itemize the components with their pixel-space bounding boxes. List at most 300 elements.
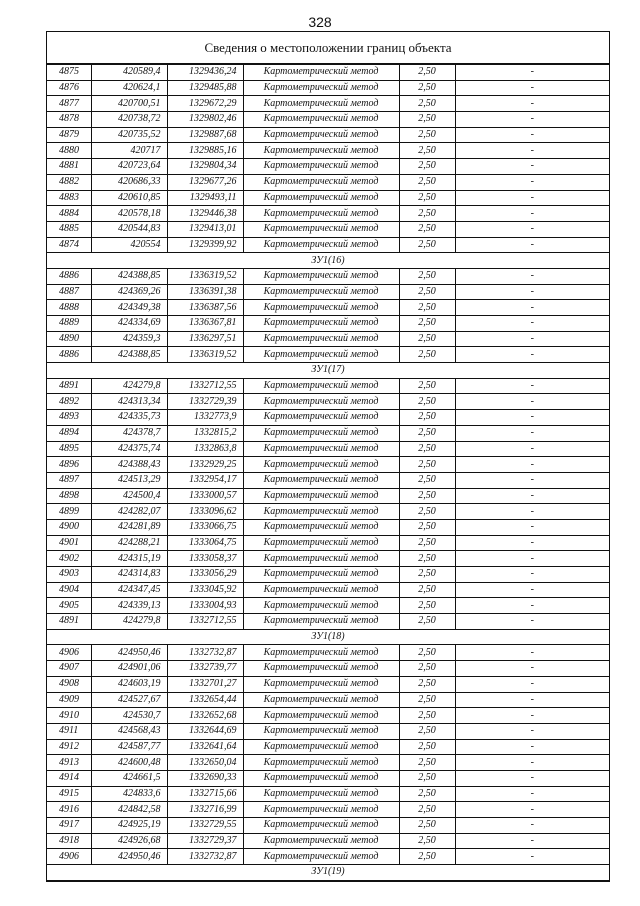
point-number-cell: 4884 (47, 206, 91, 222)
y-coordinate-cell: 1332712,55 (167, 614, 243, 630)
x-coordinate-cell: 424359,3 (91, 331, 167, 347)
y-coordinate-cell: 1329485,88 (167, 80, 243, 96)
y-coordinate-cell: 1329446,38 (167, 206, 243, 222)
note-cell: - (455, 159, 609, 175)
method-cell: Картометрический метод (243, 300, 399, 316)
table-row (47, 582, 609, 598)
note-cell: - (455, 535, 609, 551)
method-cell: Картометрический метод (243, 221, 399, 237)
note-cell: - (455, 598, 609, 614)
x-coordinate-cell: 424587,77 (91, 739, 167, 755)
table-row (47, 159, 609, 175)
note-cell: - (455, 504, 609, 520)
accuracy-cell: 2,50 (399, 708, 455, 724)
note-cell: - (455, 567, 609, 583)
y-coordinate-cell: 1333058,37 (167, 551, 243, 567)
table-row (47, 723, 609, 739)
point-number-cell: 4915 (47, 786, 91, 802)
point-number-cell: 4894 (47, 425, 91, 441)
method-cell: Картометрический метод (243, 347, 399, 363)
accuracy-cell: 2,50 (399, 567, 455, 583)
accuracy-cell: 2,50 (399, 739, 455, 755)
zone-label: ЗУ1(18) (47, 629, 609, 645)
x-coordinate-cell: 424603,19 (91, 676, 167, 692)
y-coordinate-cell: 1332712,55 (167, 378, 243, 394)
y-coordinate-cell: 1329887,68 (167, 127, 243, 143)
table-row (47, 174, 609, 190)
point-number-cell: 4912 (47, 739, 91, 755)
zone-header-row (47, 629, 609, 645)
table-row (47, 96, 609, 112)
table-row (47, 488, 609, 504)
accuracy-cell: 2,50 (399, 143, 455, 159)
method-cell: Картометрический метод (243, 378, 399, 394)
accuracy-cell: 2,50 (399, 692, 455, 708)
note-cell: - (455, 849, 609, 865)
point-number-cell: 4916 (47, 802, 91, 818)
method-cell: Картометрический метод (243, 159, 399, 175)
x-coordinate-cell: 420589,4 (91, 65, 167, 81)
method-cell: Картометрический метод (243, 472, 399, 488)
point-number-cell: 4903 (47, 567, 91, 583)
note-cell: - (455, 80, 609, 96)
x-coordinate-cell: 420624,1 (91, 80, 167, 96)
method-cell: Картометрический метод (243, 723, 399, 739)
method-cell: Картометрический метод (243, 582, 399, 598)
accuracy-cell: 2,50 (399, 818, 455, 834)
method-cell: Картометрический метод (243, 112, 399, 128)
y-coordinate-cell: 1332652,68 (167, 708, 243, 724)
note-cell: - (455, 347, 609, 363)
x-coordinate-cell: 424950,46 (91, 645, 167, 661)
method-cell: Картометрический метод (243, 80, 399, 96)
table-row (47, 221, 609, 237)
y-coordinate-cell: 1332954,17 (167, 472, 243, 488)
y-coordinate-cell: 1329413,01 (167, 221, 243, 237)
point-number-cell: 4902 (47, 551, 91, 567)
note-cell: - (455, 394, 609, 410)
point-number-cell: 4892 (47, 394, 91, 410)
method-cell: Картометрический метод (243, 488, 399, 504)
x-coordinate-cell: 424288,21 (91, 535, 167, 551)
coordinates-table-frame (46, 31, 610, 882)
y-coordinate-cell: 1332773,9 (167, 410, 243, 426)
x-coordinate-cell: 424339,13 (91, 598, 167, 614)
point-number-cell: 4880 (47, 143, 91, 159)
x-coordinate-cell: 424314,83 (91, 567, 167, 583)
accuracy-cell: 2,50 (399, 425, 455, 441)
point-number-cell: 4906 (47, 849, 91, 865)
point-number-cell: 4904 (47, 582, 91, 598)
x-coordinate-cell: 424833,6 (91, 786, 167, 802)
point-number-cell: 4914 (47, 770, 91, 786)
accuracy-cell: 2,50 (399, 378, 455, 394)
accuracy-cell: 2,50 (399, 284, 455, 300)
point-number-cell: 4913 (47, 755, 91, 771)
table-row (47, 614, 609, 630)
point-number-cell: 4910 (47, 708, 91, 724)
method-cell: Картометрический метод (243, 692, 399, 708)
x-coordinate-cell: 424530,7 (91, 708, 167, 724)
point-number-cell: 4883 (47, 190, 91, 206)
method-cell: Картометрический метод (243, 818, 399, 834)
x-coordinate-cell: 424842,58 (91, 802, 167, 818)
y-coordinate-cell: 1333056,29 (167, 567, 243, 583)
method-cell: Картометрический метод (243, 849, 399, 865)
point-number-cell: 4908 (47, 676, 91, 692)
table-row (47, 347, 609, 363)
table-row (47, 331, 609, 347)
note-cell: - (455, 818, 609, 834)
accuracy-cell: 2,50 (399, 472, 455, 488)
accuracy-cell: 2,50 (399, 268, 455, 284)
accuracy-cell: 2,50 (399, 457, 455, 473)
table-title: Сведения о местоположении границ объекта (47, 32, 609, 64)
table-row (47, 818, 609, 834)
note-cell: - (455, 190, 609, 206)
y-coordinate-cell: 1336367,81 (167, 316, 243, 332)
x-coordinate-cell: 420700,51 (91, 96, 167, 112)
x-coordinate-cell: 424527,67 (91, 692, 167, 708)
page-number: 328 (308, 14, 332, 30)
accuracy-cell: 2,50 (399, 206, 455, 222)
accuracy-cell: 2,50 (399, 802, 455, 818)
y-coordinate-cell: 1332863,8 (167, 441, 243, 457)
note-cell: - (455, 519, 609, 535)
note-cell: - (455, 96, 609, 112)
y-coordinate-cell: 1329672,29 (167, 96, 243, 112)
accuracy-cell: 2,50 (399, 519, 455, 535)
x-coordinate-cell: 424600,48 (91, 755, 167, 771)
table-row (47, 190, 609, 206)
zone-header-row (47, 253, 609, 269)
note-cell: - (455, 65, 609, 81)
accuracy-cell: 2,50 (399, 127, 455, 143)
method-cell: Картометрический метод (243, 457, 399, 473)
table-row (47, 833, 609, 849)
zone-label: ЗУ1(16) (47, 253, 609, 269)
note-cell: - (455, 206, 609, 222)
x-coordinate-cell: 424513,29 (91, 472, 167, 488)
note-cell: - (455, 488, 609, 504)
y-coordinate-cell: 1333004,93 (167, 598, 243, 614)
method-cell: Картометрический метод (243, 331, 399, 347)
method-cell: Картометрический метод (243, 551, 399, 567)
y-coordinate-cell: 1329493,11 (167, 190, 243, 206)
point-number-cell: 4918 (47, 833, 91, 849)
note-cell: - (455, 723, 609, 739)
accuracy-cell: 2,50 (399, 833, 455, 849)
note-cell: - (455, 472, 609, 488)
y-coordinate-cell: 1329885,16 (167, 143, 243, 159)
x-coordinate-cell: 424378,7 (91, 425, 167, 441)
method-cell: Картометрический метод (243, 504, 399, 520)
point-number-cell: 4881 (47, 159, 91, 175)
accuracy-cell: 2,50 (399, 300, 455, 316)
table-row (47, 645, 609, 661)
x-coordinate-cell: 424282,07 (91, 504, 167, 520)
accuracy-cell: 2,50 (399, 112, 455, 128)
x-coordinate-cell: 424281,89 (91, 519, 167, 535)
point-number-cell: 4898 (47, 488, 91, 504)
accuracy-cell: 2,50 (399, 598, 455, 614)
table-row (47, 770, 609, 786)
y-coordinate-cell: 1332739,77 (167, 661, 243, 677)
y-coordinate-cell: 1333045,92 (167, 582, 243, 598)
note-cell: - (455, 316, 609, 332)
note-cell: - (455, 755, 609, 771)
note-cell: - (455, 833, 609, 849)
x-coordinate-cell: 424568,43 (91, 723, 167, 739)
note-cell: - (455, 676, 609, 692)
coordinates-table (47, 64, 609, 881)
x-coordinate-cell: 420544,83 (91, 221, 167, 237)
y-coordinate-cell: 1329436,24 (167, 65, 243, 81)
y-coordinate-cell: 1333000,57 (167, 488, 243, 504)
method-cell: Картометрический метод (243, 661, 399, 677)
method-cell: Картометрический метод (243, 802, 399, 818)
x-coordinate-cell: 424388,85 (91, 347, 167, 363)
note-cell: - (455, 425, 609, 441)
point-number-cell: 4889 (47, 316, 91, 332)
y-coordinate-cell: 1333066,75 (167, 519, 243, 535)
table-row (47, 661, 609, 677)
table-row (47, 598, 609, 614)
table-row (47, 692, 609, 708)
zone-label: ЗУ1(19) (47, 865, 609, 881)
y-coordinate-cell: 1332641,64 (167, 739, 243, 755)
accuracy-cell: 2,50 (399, 849, 455, 865)
method-cell: Картометрический метод (243, 833, 399, 849)
note-cell: - (455, 174, 609, 190)
method-cell: Картометрический метод (243, 645, 399, 661)
y-coordinate-cell: 1336319,52 (167, 268, 243, 284)
x-coordinate-cell: 424279,8 (91, 378, 167, 394)
table-row (47, 504, 609, 520)
point-number-cell: 4879 (47, 127, 91, 143)
accuracy-cell: 2,50 (399, 316, 455, 332)
x-coordinate-cell: 424369,26 (91, 284, 167, 300)
note-cell: - (455, 441, 609, 457)
table-row (47, 472, 609, 488)
accuracy-cell: 2,50 (399, 676, 455, 692)
method-cell: Картометрический метод (243, 739, 399, 755)
table-row (47, 378, 609, 394)
note-cell: - (455, 331, 609, 347)
note-cell: - (455, 300, 609, 316)
accuracy-cell: 2,50 (399, 80, 455, 96)
point-number-cell: 4886 (47, 268, 91, 284)
point-number-cell: 4890 (47, 331, 91, 347)
point-number-cell: 4907 (47, 661, 91, 677)
note-cell: - (455, 708, 609, 724)
method-cell: Картометрический метод (243, 316, 399, 332)
accuracy-cell: 2,50 (399, 786, 455, 802)
y-coordinate-cell: 1336297,51 (167, 331, 243, 347)
accuracy-cell: 2,50 (399, 614, 455, 630)
x-coordinate-cell: 424901,06 (91, 661, 167, 677)
table-row (47, 535, 609, 551)
table-row (47, 786, 609, 802)
x-coordinate-cell: 424347,45 (91, 582, 167, 598)
note-cell: - (455, 645, 609, 661)
accuracy-cell: 2,50 (399, 723, 455, 739)
x-coordinate-cell: 424315,19 (91, 551, 167, 567)
zone-header-row (47, 363, 609, 379)
accuracy-cell: 2,50 (399, 582, 455, 598)
table-row (47, 237, 609, 253)
point-number-cell: 4901 (47, 535, 91, 551)
point-number-cell: 4896 (47, 457, 91, 473)
accuracy-cell: 2,50 (399, 645, 455, 661)
note-cell: - (455, 378, 609, 394)
table-row (47, 316, 609, 332)
table-row (47, 676, 609, 692)
method-cell: Картометрический метод (243, 96, 399, 112)
y-coordinate-cell: 1329677,26 (167, 174, 243, 190)
table-row (47, 425, 609, 441)
point-number-cell: 4882 (47, 174, 91, 190)
zone-header-row (47, 865, 609, 881)
table-row (47, 80, 609, 96)
y-coordinate-cell: 1329399,92 (167, 237, 243, 253)
accuracy-cell: 2,50 (399, 504, 455, 520)
y-coordinate-cell: 1336319,52 (167, 347, 243, 363)
note-cell: - (455, 786, 609, 802)
table-row (47, 284, 609, 300)
method-cell: Картометрический метод (243, 284, 399, 300)
point-number-cell: 4895 (47, 441, 91, 457)
x-coordinate-cell: 424334,69 (91, 316, 167, 332)
method-cell: Картометрический метод (243, 190, 399, 206)
method-cell: Картометрический метод (243, 755, 399, 771)
accuracy-cell: 2,50 (399, 535, 455, 551)
accuracy-cell: 2,50 (399, 237, 455, 253)
y-coordinate-cell: 1332690,33 (167, 770, 243, 786)
accuracy-cell: 2,50 (399, 770, 455, 786)
table-row (47, 519, 609, 535)
point-number-cell: 4877 (47, 96, 91, 112)
y-coordinate-cell: 1332654,44 (167, 692, 243, 708)
method-cell: Картометрический метод (243, 425, 399, 441)
note-cell: - (455, 284, 609, 300)
note-cell: - (455, 268, 609, 284)
table-row (47, 849, 609, 865)
accuracy-cell: 2,50 (399, 488, 455, 504)
x-coordinate-cell: 420735,52 (91, 127, 167, 143)
x-coordinate-cell: 420723,64 (91, 159, 167, 175)
note-cell: - (455, 770, 609, 786)
note-cell: - (455, 457, 609, 473)
x-coordinate-cell: 424375,74 (91, 441, 167, 457)
accuracy-cell: 2,50 (399, 174, 455, 190)
point-number-cell: 4897 (47, 472, 91, 488)
point-number-cell: 4893 (47, 410, 91, 426)
method-cell: Картометрический метод (243, 535, 399, 551)
y-coordinate-cell: 1333064,75 (167, 535, 243, 551)
x-coordinate-cell: 420554 (91, 237, 167, 253)
y-coordinate-cell: 1332715,66 (167, 786, 243, 802)
point-number-cell: 4906 (47, 645, 91, 661)
method-cell: Картометрический метод (243, 268, 399, 284)
y-coordinate-cell: 1332644,69 (167, 723, 243, 739)
table-row (47, 755, 609, 771)
y-coordinate-cell: 1332729,55 (167, 818, 243, 834)
note-cell: - (455, 112, 609, 128)
table-row (47, 457, 609, 473)
point-number-cell: 4917 (47, 818, 91, 834)
note-cell: - (455, 582, 609, 598)
note-cell: - (455, 661, 609, 677)
point-number-cell: 4899 (47, 504, 91, 520)
accuracy-cell: 2,50 (399, 331, 455, 347)
point-number-cell: 4909 (47, 692, 91, 708)
method-cell: Картометрический метод (243, 770, 399, 786)
y-coordinate-cell: 1329804,34 (167, 159, 243, 175)
table-row (47, 802, 609, 818)
accuracy-cell: 2,50 (399, 159, 455, 175)
table-row (47, 394, 609, 410)
note-cell: - (455, 739, 609, 755)
method-cell: Картометрический метод (243, 206, 399, 222)
y-coordinate-cell: 1332729,37 (167, 833, 243, 849)
method-cell: Картометрический метод (243, 519, 399, 535)
y-coordinate-cell: 1332729,39 (167, 394, 243, 410)
table-row (47, 567, 609, 583)
y-coordinate-cell: 1332815,2 (167, 425, 243, 441)
point-number-cell: 4905 (47, 598, 91, 614)
point-number-cell: 4876 (47, 80, 91, 96)
table-row (47, 441, 609, 457)
x-coordinate-cell: 424335,73 (91, 410, 167, 426)
x-coordinate-cell: 424313,34 (91, 394, 167, 410)
point-number-cell: 4911 (47, 723, 91, 739)
y-coordinate-cell: 1332701,27 (167, 676, 243, 692)
accuracy-cell: 2,50 (399, 347, 455, 363)
y-coordinate-cell: 1332650,04 (167, 755, 243, 771)
y-coordinate-cell: 1332929,25 (167, 457, 243, 473)
method-cell: Картометрический метод (243, 174, 399, 190)
method-cell: Картометрический метод (243, 786, 399, 802)
table-row (47, 127, 609, 143)
table-row (47, 143, 609, 159)
method-cell: Картометрический метод (243, 143, 399, 159)
note-cell: - (455, 127, 609, 143)
method-cell: Картометрический метод (243, 237, 399, 253)
y-coordinate-cell: 1329802,46 (167, 112, 243, 128)
coordinates-table-body (47, 65, 609, 881)
method-cell: Картометрический метод (243, 614, 399, 630)
x-coordinate-cell: 424926,68 (91, 833, 167, 849)
method-cell: Картометрический метод (243, 708, 399, 724)
x-coordinate-cell: 424925,19 (91, 818, 167, 834)
method-cell: Картометрический метод (243, 598, 399, 614)
x-coordinate-cell: 420738,72 (91, 112, 167, 128)
point-number-cell: 4886 (47, 347, 91, 363)
x-coordinate-cell: 420717 (91, 143, 167, 159)
y-coordinate-cell: 1336387,56 (167, 300, 243, 316)
point-number-cell: 4900 (47, 519, 91, 535)
table-row (47, 739, 609, 755)
x-coordinate-cell: 420686,33 (91, 174, 167, 190)
accuracy-cell: 2,50 (399, 661, 455, 677)
y-coordinate-cell: 1336391,38 (167, 284, 243, 300)
table-row (47, 206, 609, 222)
accuracy-cell: 2,50 (399, 755, 455, 771)
accuracy-cell: 2,50 (399, 65, 455, 81)
accuracy-cell: 2,50 (399, 410, 455, 426)
y-coordinate-cell: 1332732,87 (167, 849, 243, 865)
